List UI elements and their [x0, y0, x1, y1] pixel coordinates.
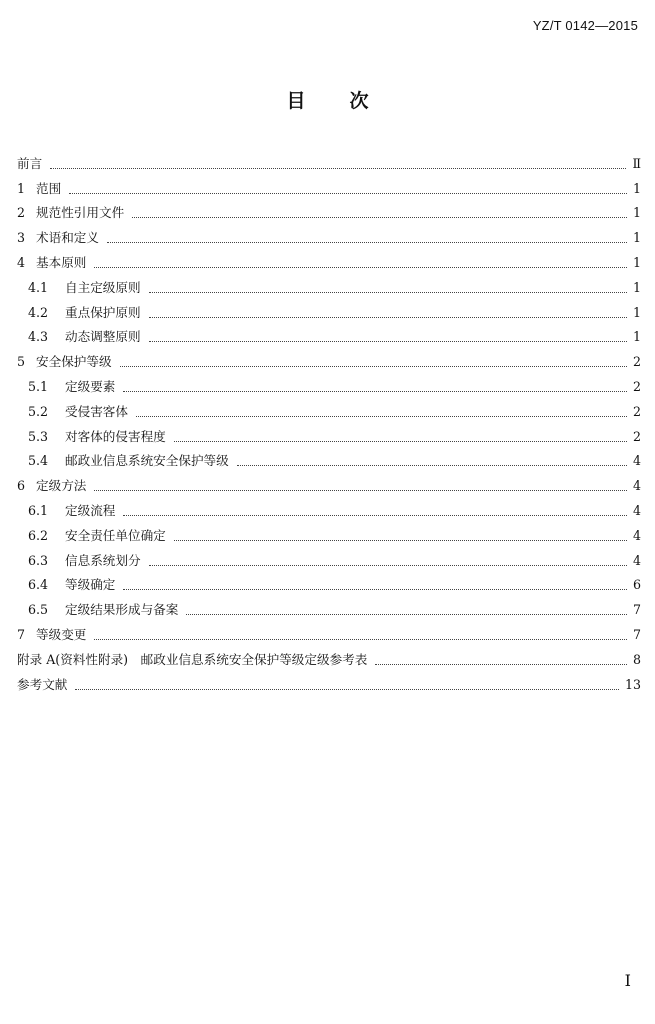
toc-entry-number: 7	[17, 626, 26, 642]
toc-entry-label: 附录 A(资料性附录) 邮政业信息系统安全保护等级定级参考表	[17, 651, 368, 667]
toc-entry-number: 5.4	[28, 453, 49, 469]
toc-entry-label: 定级流程	[65, 502, 116, 518]
toc-entry-7[interactable]	[17, 619, 641, 644]
toc-leader-dots	[149, 292, 627, 293]
toc-entry-6-3[interactable]	[17, 545, 641, 570]
page-number: I	[624, 971, 631, 990]
toc-leader-dots	[123, 515, 627, 516]
toc-leader-dots	[149, 317, 627, 318]
toc-entry-label: 规范性引用文件	[36, 205, 125, 221]
toc-leader-dots	[50, 168, 626, 169]
toc-entry-page: Ⅱ	[632, 155, 641, 171]
toc-entry-page: 1	[632, 304, 641, 320]
toc-entry-number: 1	[17, 180, 26, 196]
toc-leader-dots	[174, 540, 627, 541]
toc-title-part2: 次	[349, 90, 369, 112]
toc-entry-label: 等级变更	[36, 626, 87, 642]
toc-entry-6-4[interactable]	[17, 570, 641, 595]
toc-entry-page: 4	[632, 552, 641, 568]
toc-entry-page: 2	[632, 354, 641, 370]
toc-entry-5-3[interactable]	[17, 421, 641, 446]
toc-entry-3[interactable]	[17, 222, 641, 247]
toc-leader-dots	[149, 341, 627, 342]
toc-entry-6-5[interactable]	[17, 594, 641, 619]
toc-leader-dots	[149, 565, 627, 566]
toc-entry-appendix-a[interactable]	[17, 644, 641, 669]
toc-entry-4-1[interactable]	[17, 272, 641, 297]
toc-leader-dots	[107, 242, 627, 243]
toc-entry-page: 4	[632, 502, 641, 518]
toc-entry-number: 6.5	[28, 602, 49, 618]
toc-entry-number: 3	[17, 230, 26, 246]
toc-leader-dots	[94, 639, 627, 640]
toc-entry-label: 前言	[17, 155, 43, 171]
toc-entry-number: 4.3	[28, 329, 49, 345]
toc-entry-4[interactable]	[17, 247, 641, 272]
toc-entry-number: 5.1	[28, 378, 49, 394]
toc-entry-page: 7	[632, 602, 641, 618]
toc-entry-page: 2	[632, 403, 641, 419]
toc-leader-dots	[375, 664, 627, 665]
toc-entry-number: 6.4	[28, 577, 49, 593]
table-of-contents	[17, 148, 641, 694]
toc-entry-page: 1	[632, 180, 641, 196]
toc-entry-number: 2	[17, 205, 26, 221]
toc-leader-dots	[237, 465, 627, 466]
toc-entry-page: 1	[632, 329, 641, 345]
toc-entry-label: 术语和定义	[36, 230, 99, 246]
toc-leader-dots	[75, 689, 619, 690]
toc-entry-number: 6	[17, 478, 26, 494]
toc-entry-4-3[interactable]	[17, 322, 641, 347]
toc-leader-dots	[186, 614, 627, 615]
toc-entry-foreword[interactable]	[17, 148, 641, 173]
toc-entry-label: 参考文献	[17, 676, 68, 692]
toc-entry-number: 4.2	[28, 304, 49, 320]
toc-entry-number: 6.3	[28, 552, 49, 568]
toc-title	[0, 86, 655, 113]
toc-entry-label: 邮政业信息系统安全保护等级	[65, 453, 229, 469]
toc-leader-dots	[123, 589, 627, 590]
toc-entry-page: 4	[632, 453, 641, 469]
toc-entry-6-1[interactable]	[17, 495, 641, 520]
toc-entry-label: 对客体的侵害程度	[65, 428, 166, 444]
toc-entry-page: 2	[632, 378, 641, 394]
toc-entry-page: 1	[632, 254, 641, 270]
toc-entry-label: 范围	[36, 180, 62, 196]
toc-entry-label: 定级要素	[65, 378, 116, 394]
toc-entry-label: 动态调整原则	[65, 329, 141, 345]
toc-entry-6-2[interactable]	[17, 520, 641, 545]
toc-entry-label: 自主定级原则	[65, 279, 141, 295]
toc-entry-number: 4.1	[28, 279, 49, 295]
toc-entry-label: 信息系统划分	[65, 552, 141, 568]
toc-leader-dots	[69, 193, 627, 194]
toc-entry-page: 4	[632, 527, 641, 543]
toc-leader-dots	[120, 366, 627, 367]
toc-entry-label: 定级结果形成与备案	[65, 602, 179, 618]
toc-entry-page: 6	[632, 577, 641, 593]
toc-leader-dots	[94, 267, 627, 268]
toc-entry-5-2[interactable]	[17, 396, 641, 421]
toc-leader-dots	[136, 416, 627, 417]
toc-entry-5-4[interactable]	[17, 446, 641, 471]
toc-entry-label: 受侵害客体	[65, 403, 128, 419]
toc-entry-page: 13	[624, 676, 641, 692]
toc-entry-page: 1	[632, 205, 641, 221]
toc-entry-number: 5.3	[28, 428, 49, 444]
toc-entry-number: 6.1	[28, 502, 49, 518]
toc-entry-number: 5	[17, 354, 26, 370]
toc-entry-label: 安全保护等级	[36, 354, 112, 370]
toc-entry-label: 重点保护原则	[65, 304, 141, 320]
toc-entry-page: 7	[632, 626, 641, 642]
toc-entry-page: 8	[632, 651, 641, 667]
toc-entry-5-1[interactable]	[17, 371, 641, 396]
toc-entry-label: 基本原则	[36, 254, 87, 270]
toc-leader-dots	[94, 490, 627, 491]
toc-entry-page: 1	[632, 230, 641, 246]
toc-entry-number: 5.2	[28, 403, 49, 419]
toc-entry-number: 6.2	[28, 527, 49, 543]
toc-title-part1: 目	[286, 90, 306, 112]
toc-entry-1[interactable]	[17, 173, 641, 198]
toc-entry-label: 定级方法	[36, 478, 87, 494]
toc-leader-dots	[132, 217, 627, 218]
toc-entry-label: 安全责任单位确定	[65, 527, 166, 543]
toc-entry-4-2[interactable]	[17, 297, 641, 322]
toc-entry-number: 4	[17, 254, 26, 270]
toc-entry-6[interactable]	[17, 470, 641, 495]
toc-entry-references[interactable]	[17, 669, 641, 694]
toc-entry-page: 1	[632, 279, 641, 295]
toc-entry-page: 4	[632, 478, 641, 494]
toc-entry-2[interactable]	[17, 198, 641, 223]
toc-entry-label: 等级确定	[65, 577, 116, 593]
toc-leader-dots	[174, 441, 627, 442]
document-code: YZ/T 0142—2015	[532, 18, 638, 33]
toc-entry-5[interactable]	[17, 346, 641, 371]
toc-entry-page: 2	[632, 428, 641, 444]
toc-leader-dots	[123, 391, 627, 392]
